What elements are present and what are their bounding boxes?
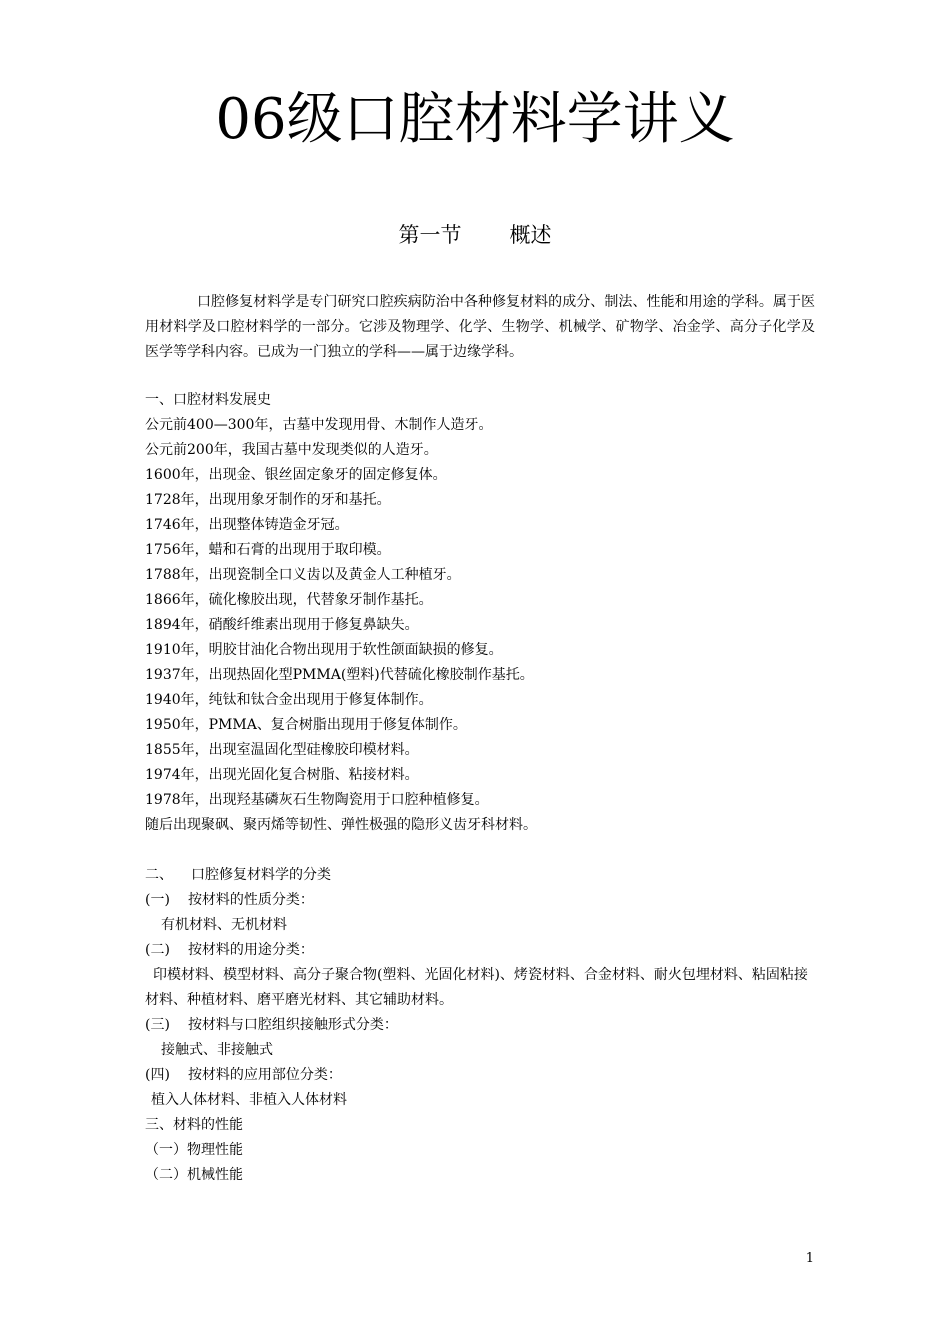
page-number: 1 bbox=[805, 1251, 814, 1266]
classification-group-title bbox=[145, 1013, 815, 1038]
classification-group-title bbox=[145, 1063, 815, 1088]
properties-item: （二）机械性能 bbox=[145, 1167, 243, 1183]
history-heading: 一、口腔材料发展史 bbox=[145, 392, 271, 408]
group-title: 按材料的性质分类： bbox=[187, 892, 314, 908]
history-item: 1855年，出现室温固化型硅橡胶印模材料。 bbox=[145, 742, 419, 758]
properties-item: （一）物理性能 bbox=[145, 1142, 243, 1158]
document-body bbox=[145, 388, 815, 1188]
classification-heading-text: 口腔修复材料学的分类 bbox=[191, 867, 331, 883]
group-title: 按材料与口腔组织接触形式分类： bbox=[187, 1017, 398, 1033]
history-item: 1746年，出现整体铸造金牙冠。 bbox=[145, 517, 349, 533]
properties-heading: 三、材料的性能 bbox=[145, 1117, 243, 1133]
history-item: 1728年，出现用象牙制作的牙和基托。 bbox=[145, 492, 391, 508]
classification-group-content: 植入人体材料、非植入人体材料 bbox=[151, 1092, 347, 1108]
history-item: 公元前400—300年，古墓中发现用骨、木制作人造牙。 bbox=[145, 417, 493, 433]
section-name: 概述 bbox=[509, 223, 552, 247]
group-label: (四) bbox=[145, 1067, 170, 1083]
history-item: 1950年，PMMA、复合树脂出现用于修复体制作。 bbox=[145, 717, 467, 733]
document-title: 06级口腔材料学讲义 bbox=[215, 87, 735, 152]
section-heading bbox=[0, 218, 950, 252]
history-item: 公元前200年，我国古墓中发现类似的人造牙。 bbox=[145, 442, 438, 458]
history-item: 1910年，明胶甘油化合物出现用于软性颌面缺损的修复。 bbox=[145, 642, 503, 658]
section-number: 第一节 bbox=[398, 223, 462, 247]
history-item: 随后出现聚砜、聚丙烯等韧性、弹性极强的隐形义齿牙科材料。 bbox=[145, 817, 537, 833]
group-label: (二) bbox=[145, 942, 170, 958]
classification-group-title bbox=[145, 938, 815, 963]
group-title: 按材料的用途分类： bbox=[187, 942, 314, 958]
classification-group-content: 有机材料、无机材料 bbox=[161, 917, 287, 933]
intro-paragraph: 口腔修复材料学是专门研究口腔疾病防治中各种修复材料的成分、制法、性能和用途的学科。属于医用材料学及口腔材料学的一部分。它涉及物理学、化学、生物学、机械学、矿物学、冶金学、高分子化学及医学等学科内容。已成为一门独立的学科——属于边缘学科。 bbox=[145, 294, 815, 360]
history-item: 1788年，出现瓷制全口义齿以及黄金人工种植牙。 bbox=[145, 567, 461, 583]
classification-group-content: 接触式、非接触式 bbox=[161, 1042, 273, 1058]
history-item: 1894年，硝酸纤维素出现用于修复鼻缺失。 bbox=[145, 617, 419, 633]
classification-group-title bbox=[145, 888, 815, 913]
history-item: 1937年，出现热固化型PMMA(塑料)代替硫化橡胶制作基托。 bbox=[145, 667, 534, 683]
history-item: 1600年，出现金、银丝固定象牙的固定修复体。 bbox=[145, 467, 447, 483]
group-label: (三) bbox=[145, 1017, 170, 1033]
classification-group-content: 印模材料、模型材料、高分子聚合物(塑料、光固化材料)、烤瓷材料、合金材料、耐火包埋材料、粘固粘接材料、种植材料、磨平磨光材料、其它辅助材料。 bbox=[145, 967, 808, 1008]
history-item: 1756年，蜡和石膏的出现用于取印模。 bbox=[145, 542, 391, 558]
history-item: 1866年，硫化橡胶出现，代替象牙制作基托。 bbox=[145, 592, 433, 608]
classification-heading-number: 二、 bbox=[145, 867, 173, 883]
history-item: 1978年，出现羟基磷灰石生物陶瓷用于口腔种植修复。 bbox=[145, 792, 489, 808]
group-title: 按材料的应用部位分类： bbox=[187, 1067, 342, 1083]
history-item: 1974年，出现光固化复合树脂、粘接材料。 bbox=[145, 767, 419, 783]
classification-heading bbox=[145, 863, 815, 888]
history-item: 1940年，纯钛和钛合金出现用于修复体制作。 bbox=[145, 692, 433, 708]
group-label: (一) bbox=[145, 892, 170, 908]
